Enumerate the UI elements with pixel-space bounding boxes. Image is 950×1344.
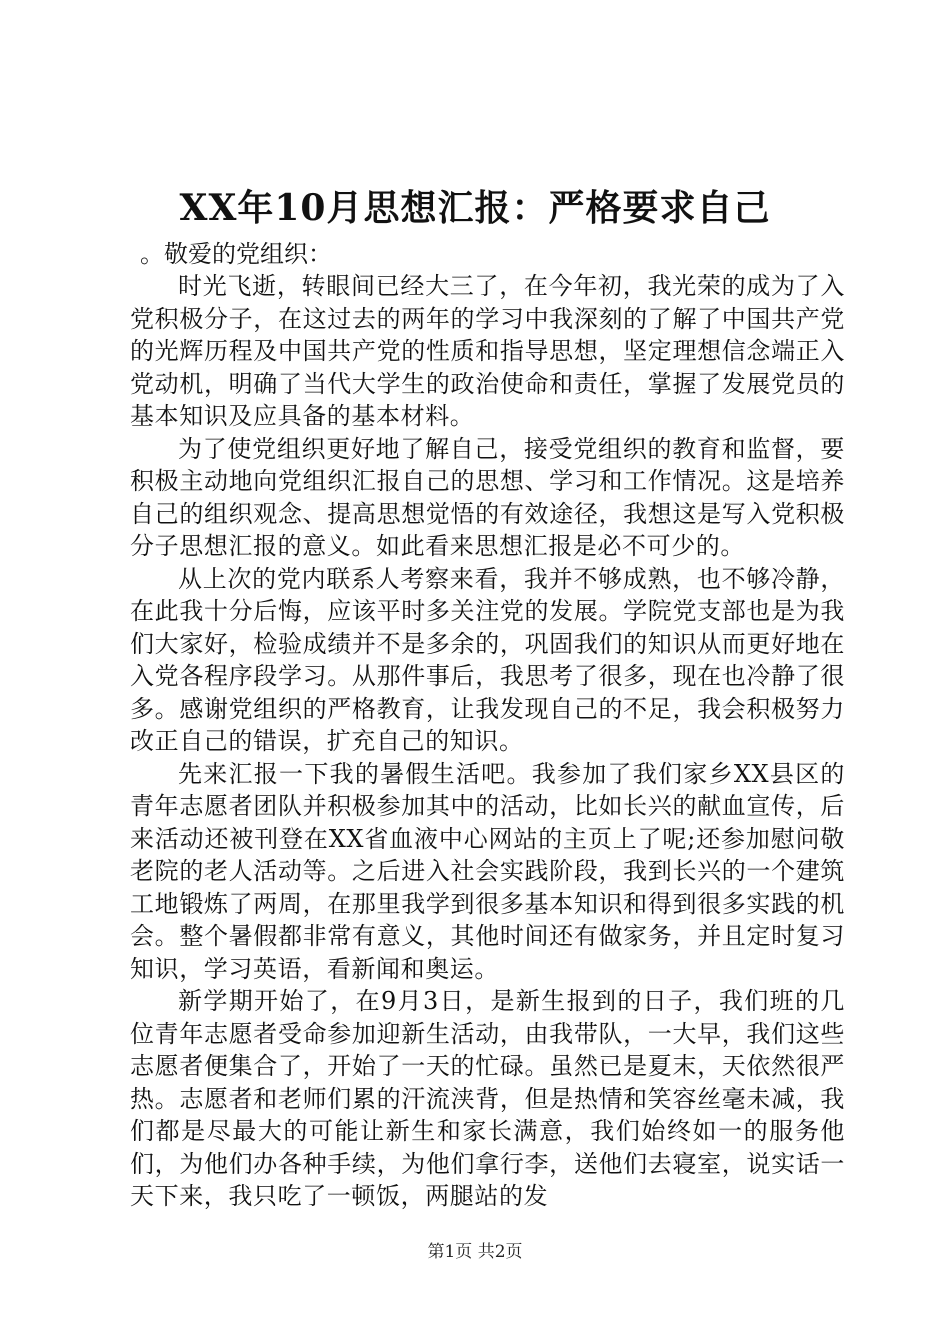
page-footer: 第1页 共2页 xyxy=(427,1242,523,1262)
paragraph-3: 从上次的党内联系人考察来看，我并不够成熟，也不够冷静，在此我十分后悔，应该平时多关注党的发展。学院党支部也是为我们大家好，检验成绩并不是多余的，巩固我们的知识从而更好地在入党各程序段学习。从那件事后，我思考了很多，现在也冷静了很多。感谢党组织的严格教育，让我发现自己的不足，我会积极努力改正自己的错误，扩充自己的知识。 xyxy=(130,564,845,755)
greeting: 。敬爱的党组织： xyxy=(140,240,332,268)
paragraph-2: 为了使党组织更好地了解自己，接受党组织的教育和监督，要积极主动地向党组织汇报自己的思想、学习和工作情况。这是培养自己的组织观念、提高思想觉悟的有效途径，我想这是写入党积极分子思想汇报的意义。如此看来思想汇报是必不可少的。 xyxy=(130,434,845,560)
document-body xyxy=(130,238,845,1213)
document-title: XX年10月思想汇报：严格要求自己 xyxy=(179,187,771,229)
paragraph-5: 新学期开始了，在9月3日，是新生报到的日子，我们班的几位青年志愿者受命参加迎新生活动，由我带队，一大早，我们这些志愿者便集合了，开始了一天的忙碌。虽然已是夏末，天依然很严热。志愿者和老师们累的汗流浃背，但是热情和笑容丝毫未减，我们都是尽最大的可能让新生和家长满意，我们始终如一的服务他们，为他们办各种手续，为他们拿行李，送他们去寝室，说实话一天下来，我只吃了一顿饭，两腿站的发 xyxy=(130,987,845,1210)
paragraph-1: 时光飞逝，转眼间已经大三了，在今年初，我光荣的成为了入党积极分子，在这过去的两年的学习中我深刻的了解了中国共产党的光辉历程及中国共产党的性质和指导思想，坚定理想信念端正入党动机，明确了当代大学生的政治使命和责任，掌握了发展党员的基本知识及应具备的基本材料。 xyxy=(130,272,845,430)
paragraph-4: 先来汇报一下我的暑假生活吧。我参加了我们家乡XX县区的青年志愿者团队并积极参加其中的活动，比如长兴的献血宣传，后来活动还被刊登在XX省血液中心网站的主页上了呢;还参加慰问敬老院的老人活动等。之后进入社会实践阶段，我到长兴的一个建筑工地锻炼了两周，在那里我学到很多基本知识和得到很多实践的机会。整个暑假都非常有意义，其他时间还有做家务，并且定时复习知识，学习英语，看新闻和奥运。 xyxy=(130,759,845,983)
